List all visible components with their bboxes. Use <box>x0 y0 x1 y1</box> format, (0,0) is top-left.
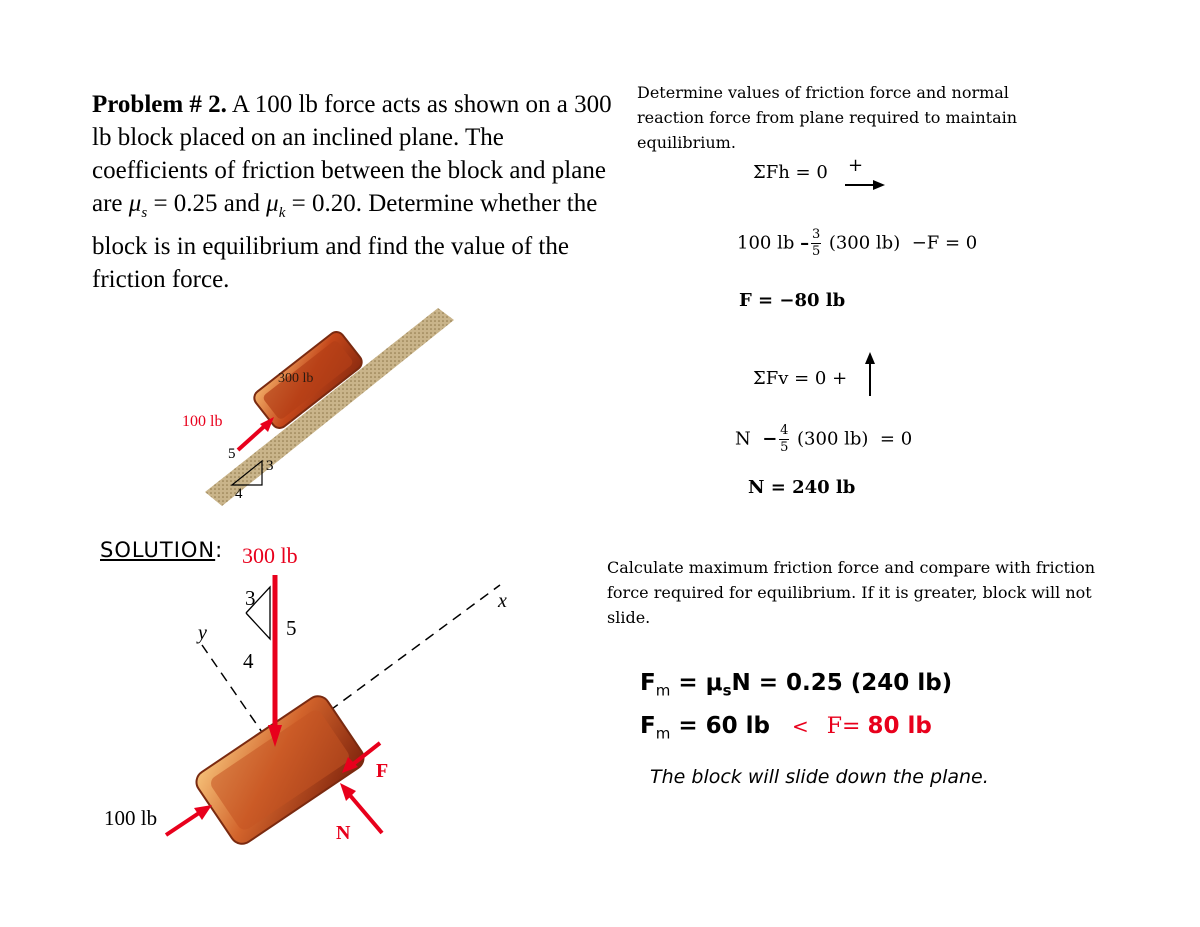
intro-text: Determine values of friction force and normal reaction force from plane required to maintain equilibrium. <box>637 83 1018 152</box>
conclusion: The block will slide down the plane. <box>650 766 989 788</box>
mu-s-symbol: μ <box>128 190 142 217</box>
plus-h-arrow <box>848 155 863 176</box>
incline-figure <box>170 300 470 515</box>
eq1-den: 5 <box>811 244 821 259</box>
fm1-end: N = 0.25 (240 lb) <box>731 670 953 696</box>
force-100-label: 100 lb <box>104 806 158 830</box>
eq2-a: N <box>735 428 751 450</box>
eq2-den: 5 <box>780 440 789 455</box>
problem-text: A 100 lb force acts as shown on a 300 lb block placed on an inclined plane. The coefficients of friction between the block and plane are <box>92 91 612 217</box>
tri-4: 4 <box>243 649 254 673</box>
sum-fh: ΣFh = 0 <box>753 162 828 183</box>
eq2-num: 4 <box>780 423 789 438</box>
axis-x-label: x <box>498 590 507 612</box>
force-N-label: N <box>336 822 351 844</box>
f-result: F = −80 lb <box>739 290 846 311</box>
fm2-sub: m <box>655 724 671 743</box>
eq1-b: (300 lb) <box>828 232 901 254</box>
fm-80: 80 lb <box>867 713 932 739</box>
eq2-frac <box>779 424 789 455</box>
axis-y-label: y <box>198 622 207 644</box>
tri-5: 5 <box>286 616 297 640</box>
right-arrow-icon <box>845 178 887 192</box>
fm1-F: F <box>640 670 656 696</box>
sum-fh-row <box>753 162 828 183</box>
solution-colon: : <box>215 538 224 562</box>
fm2-rest: = 60 lb <box>670 713 770 739</box>
mu-k-symbol: μ <box>266 190 279 217</box>
eq1-c: −F = 0 <box>911 232 978 254</box>
eq2-b: (300 lb) <box>797 428 869 450</box>
eq2 <box>735 424 912 455</box>
eq1-a: 100 lb <box>737 232 795 254</box>
fm-line1 <box>640 670 952 700</box>
slope-3: 3 <box>266 458 274 474</box>
free-body-diagram <box>90 535 530 855</box>
mu-s-sub: s <box>141 205 148 221</box>
fm1-sub2: s <box>722 681 732 700</box>
fm2-F: F <box>640 713 656 739</box>
calc-intro: Calculate maximum friction force and compare with friction force required for equilibrium. If it is greater, block will not slide. <box>607 558 1096 627</box>
mu-k-sub: k <box>278 205 286 221</box>
fm-lt: < <box>792 714 809 738</box>
force-100-arrow <box>166 811 202 835</box>
force-F-label: F <box>376 760 389 782</box>
slope-5: 5 <box>228 446 236 462</box>
up-arrow-icon <box>862 350 878 398</box>
n-result: N = 240 lb <box>748 477 856 498</box>
eq1-num: 3 <box>811 227 821 242</box>
problem-question: Determine whether the block is in equilibrium and find the value of the friction force. <box>92 190 598 293</box>
problem-statement <box>92 88 622 296</box>
fm1-sub: m <box>655 681 671 700</box>
fm1-rest: = μ <box>670 670 723 696</box>
sum-fv: ΣFv = 0 + <box>753 368 848 389</box>
fm-fred: F= <box>826 714 868 739</box>
mu-s-value: = 0.25 and <box>147 190 267 217</box>
plus-h: + <box>848 155 864 176</box>
mu-k-value: = 0.20. <box>285 190 362 217</box>
problem-heading: Problem # 2. <box>92 91 227 118</box>
eq1-frac <box>811 228 821 259</box>
force-N-arrow <box>348 793 382 833</box>
force-label-top: 100 lb <box>182 413 223 430</box>
tri-3: 3 <box>245 586 256 610</box>
eq1-minus: – <box>800 232 810 254</box>
eq2-minus: − <box>762 428 778 450</box>
fm-line2 <box>640 713 932 743</box>
block-label-top: 300 lb <box>278 371 314 386</box>
solution-label: SOLUTION <box>100 538 216 562</box>
eq2-c: = 0 <box>879 428 913 450</box>
eq1 <box>737 228 977 259</box>
weight-label: 300 lb <box>242 543 298 568</box>
slope-4: 4 <box>235 486 243 502</box>
